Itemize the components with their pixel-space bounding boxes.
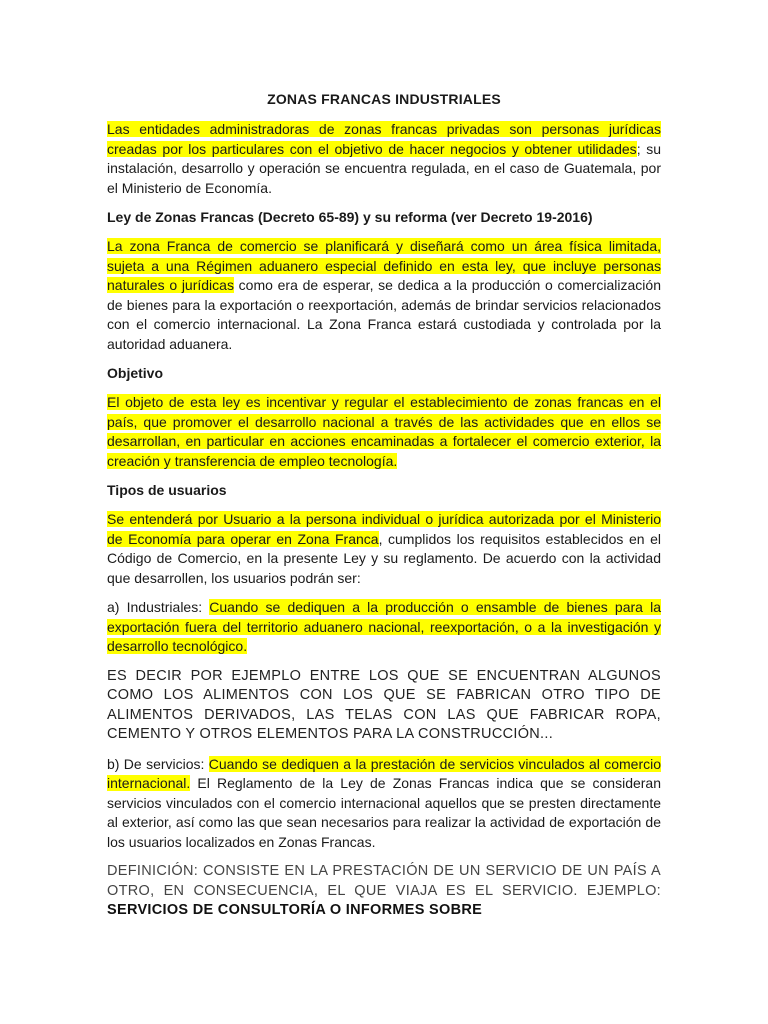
paragraph-definicion [107,862,661,921]
bold-text: SERVICIOS DE CONSULTORÍA O INFORMES SOBRE [107,902,483,918]
paragraph-text: El Reglamento de la Ley de Zonas Francas indica que se consideran servicios vinculados con el comercio internacional aquellos que se presten directamente al exterior, así como las que sean necesarios para realizar la actividad de exportación de los usuarios localizados en Zonas Francas. [107,775,661,850]
highlighted-text: Se entenderá por Usuario a la persona individual o jurídica autorizada por el Ministerio de Economía para operar en Zona Franca [107,511,661,547]
paragraph-text: ; su instalación, desarrollo y operación se encuentra regulada, en el caso de Guatemala, por el Ministerio de Economía. [107,140,661,196]
list-prefix: a) Industriales: [107,599,210,615]
paragraph-text: DEFINICIÓN: CONSISTE EN LA PRESTACIÓN DE UN SERVICIO DE UN PAÍS A OTRO, EN CONSECUENCIA, EL QUE VIAJA ES EL SERVICIO. EJEMPLO: [107,863,661,899]
paragraph-objetivo [107,393,661,471]
paragraph-ejemplo-industriales: ES DECIR POR EJEMPLO ENTRE LOS QUE SE ENCUENTRAN ALGUNOS COMO LOS ALIMENTOS CON LOS QUE SE FABRICAN OTRO TIPO DE ALIMENTOS DERIVADOS, LAS TELAS CON LAS QUE FABRICAR ROPA, CEMENTO Y OTROS ELEMENTOS PARA LA CONSTRUCCIÓN... [107,667,661,742]
highlighted-text: Cuando se dediquen a la producción o ensamble de bienes para la exportación fuera del territorio aduanero nacional, reexportación, o a la investigación y desarrollo tecnológico. [107,599,661,654]
highlighted-text: Las entidades administradoras de zonas francas privadas son personas jurídicas creadas por los particulares con el objetivo de hacer negocios y obtener utilidades [107,121,661,157]
document-title: ZONAS FRANCAS INDUSTRIALES [267,91,501,107]
heading-ley-zonas-francas: Ley de Zonas Francas (Decreto 65-89) y su reforma (ver Decreto 19-2016) [107,209,593,225]
paragraph-servicios [107,755,661,853]
paragraph-entidades [107,120,661,198]
heading-objetivo: Objetivo [107,365,164,381]
heading-tipos-usuarios: Tipos de usuarios [107,482,227,498]
paragraph-usuario [107,510,661,588]
paragraph-text: , cumplidos los requisitos establecidos en el Código de Comercio, en la presente Ley y su reglamento. De acuerdo con la actividad que desarrollen, los usuarios podrán ser: [107,530,661,586]
highlighted-text: La zona Franca de comercio se planificará y diseñará como un área física limitada, sujeta a una Régimen aduanero especial definido en esta ley, que incluye personas naturales o jurídicas [107,238,661,293]
paragraph-zona-franca [107,237,661,354]
paragraph-text: como era de esperar, se dedica a la producción o comercialización de bienes para la exportación o reexportación, además de brindar servicios relacionados con el comercio internacional. La Zona Franca estará custodiada y controlada por la autoridad aduanera. [107,277,661,352]
list-prefix: b) De servicios: [107,755,209,772]
paragraph-industriales [107,598,661,657]
highlighted-text: Cuando se dediquen a la prestación de servicios vinculados al comercio internacional. [107,755,661,791]
highlighted-text: El objeto de esta ley es incentivar y regular el establecimiento de zonas francas en el país, que promover el desarrollo nacional a través de las actividades que en ellos se desarrollan, en particular en acciones encaminadas a fortalecer el comercio exterior, la creación y transferencia de empleo tecnología. [107,394,661,469]
